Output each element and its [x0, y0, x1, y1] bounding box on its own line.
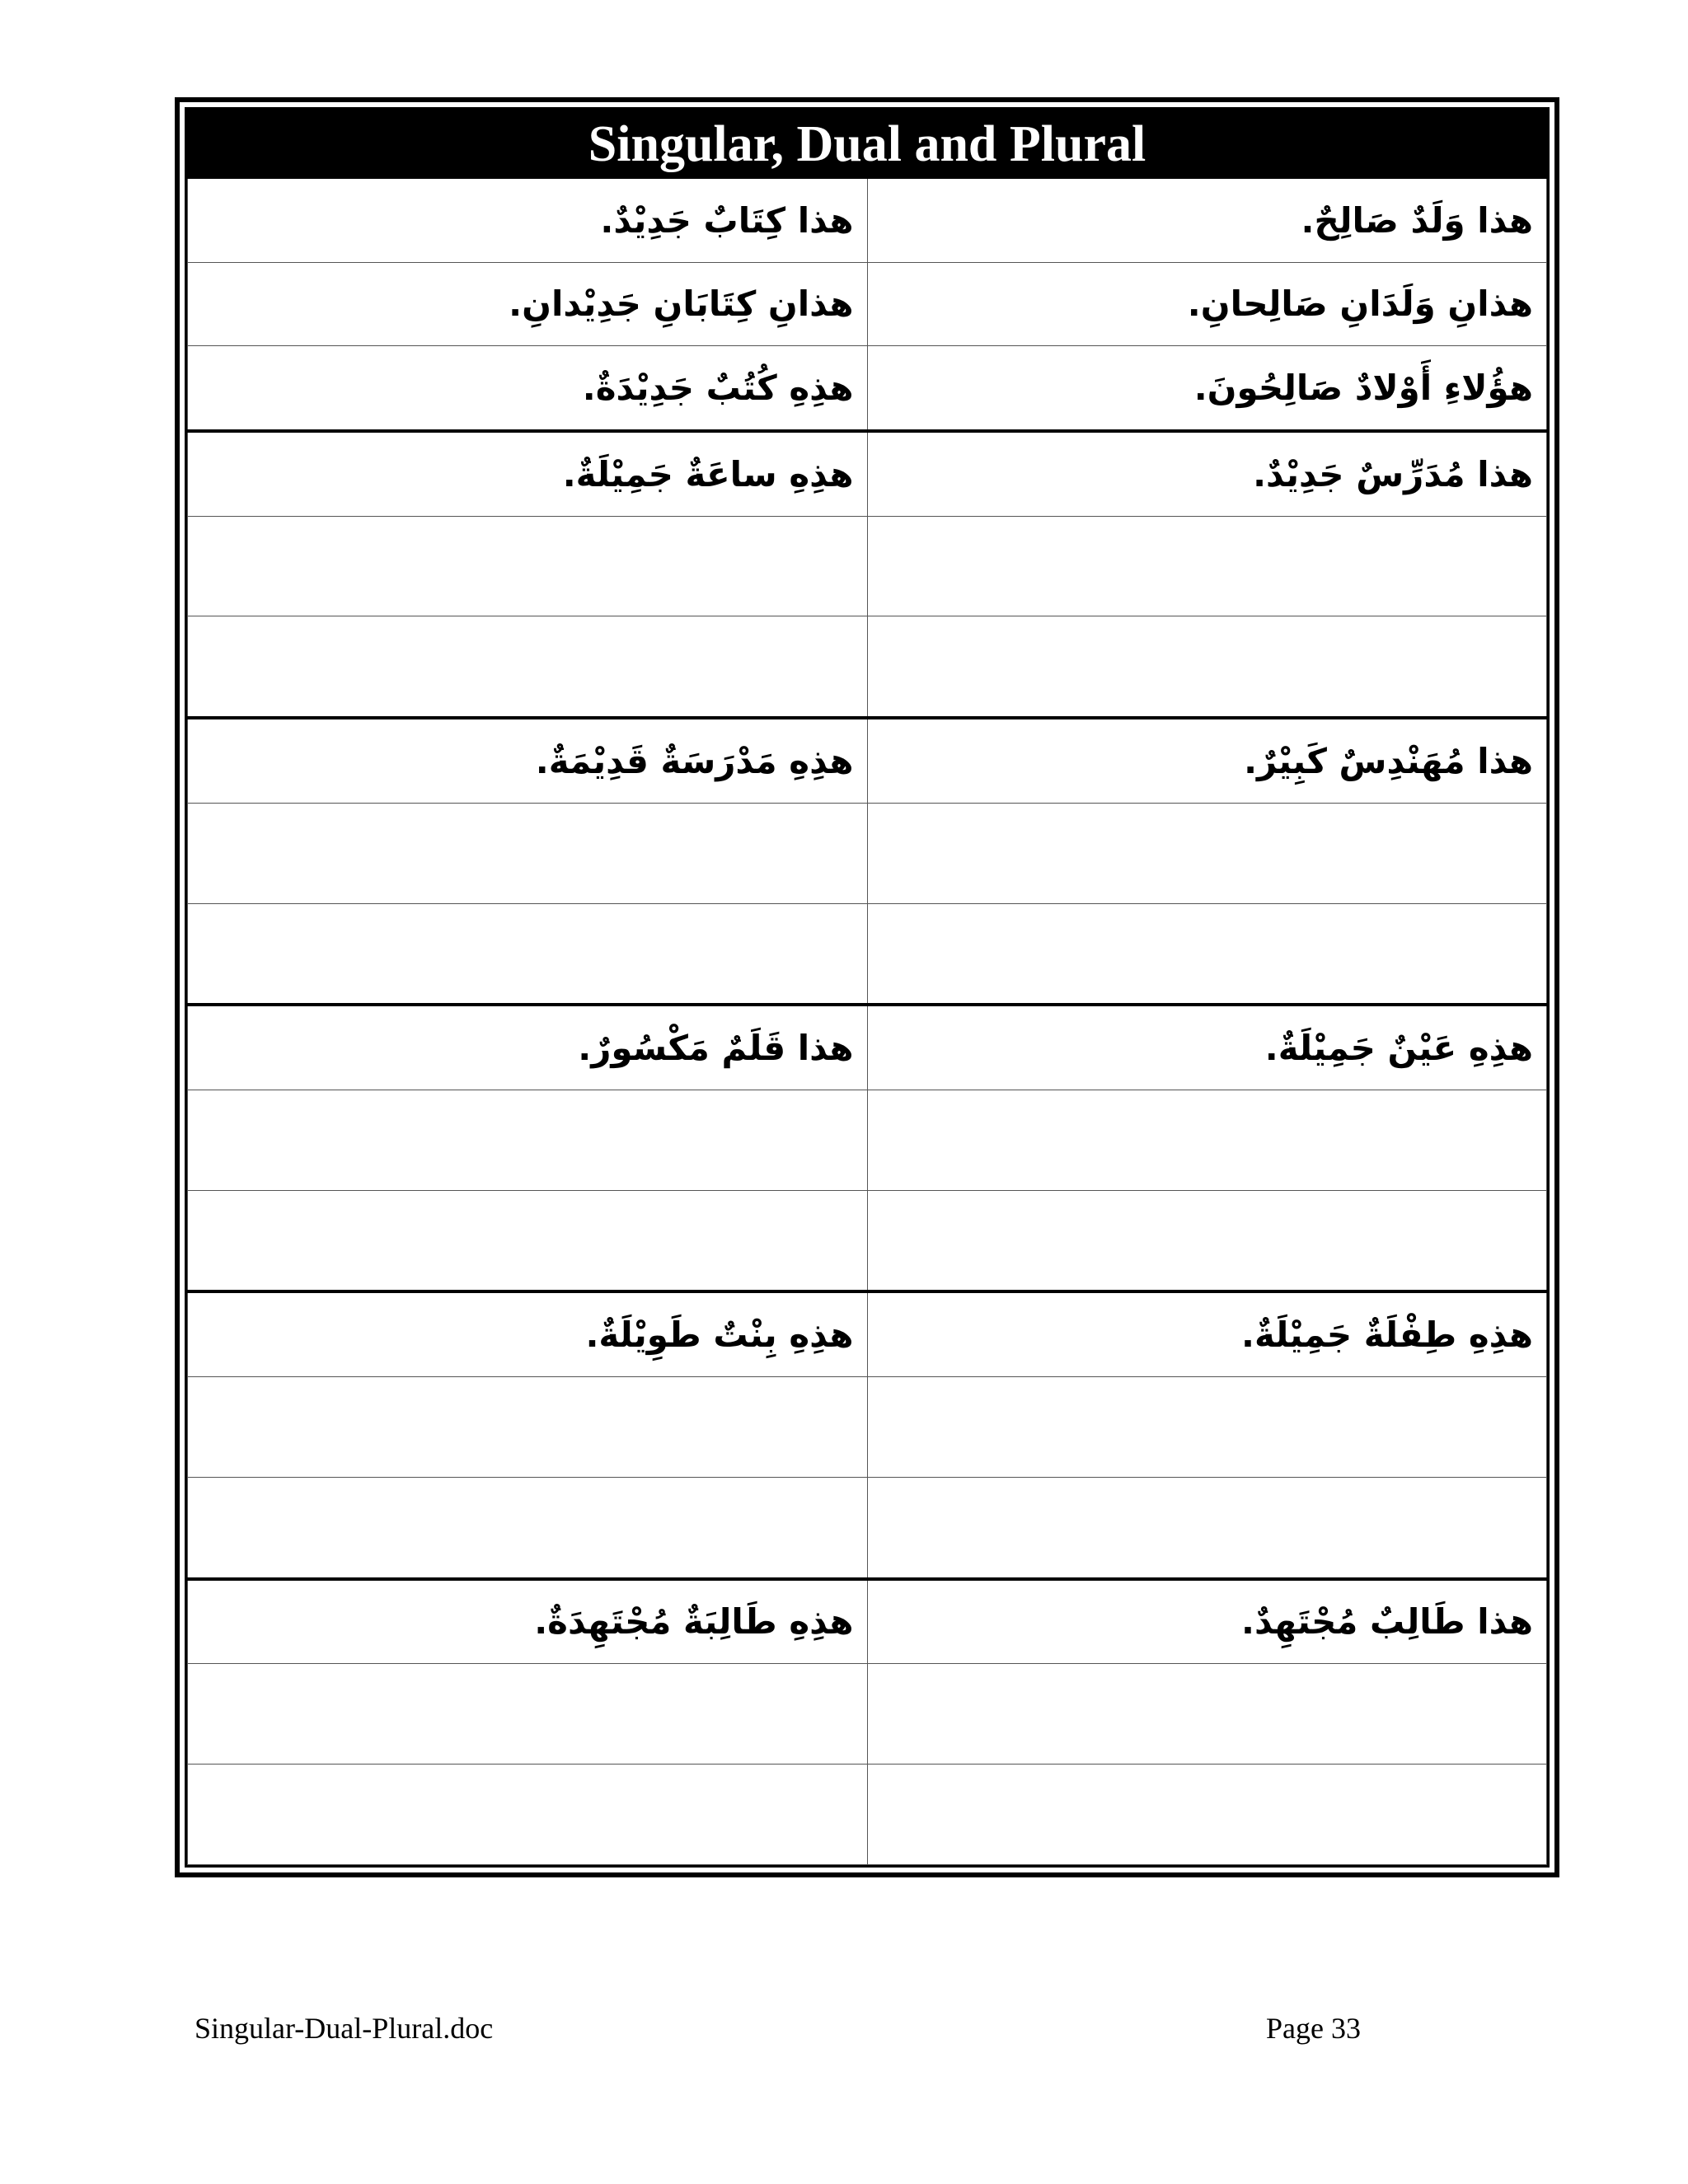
- left-cell: هذانِ كِتَابَانِ جَدِيْدانِ.: [188, 262, 868, 346]
- left-cell: هذا كِتَابٌ جَدِيْدٌ.: [188, 179, 868, 262]
- table-row: [188, 1291, 1547, 1376]
- left-answer-cell[interactable]: [188, 1765, 868, 1865]
- table-row: [188, 1765, 1547, 1865]
- table-row: [188, 516, 1547, 616]
- right-answer-cell[interactable]: [867, 1765, 1547, 1865]
- right-answer-cell[interactable]: [867, 1090, 1547, 1190]
- table-row: [188, 718, 1547, 803]
- right-cell: هؤُلاءِ أَوْلادٌ صَالِحُونَ.: [867, 346, 1547, 431]
- left-answer-cell[interactable]: [188, 1477, 868, 1578]
- right-answer-cell[interactable]: [867, 1664, 1547, 1765]
- table-row: [188, 616, 1547, 718]
- right-cell: هذا مُدَرِّسٌ جَدِيْدٌ.: [867, 431, 1547, 516]
- table-row: [188, 1377, 1547, 1478]
- right-cell: هذا وَلَدٌ صَالِحٌ.: [867, 179, 1547, 262]
- table-row: [188, 903, 1547, 1005]
- left-cell: هذا قَلَمٌ مَكْسُورٌ.: [188, 1005, 868, 1090]
- table-row: [188, 1190, 1547, 1291]
- table-row: [188, 1090, 1547, 1190]
- right-answer-cell[interactable]: [867, 516, 1547, 616]
- left-cell: هذِهِ مَدْرَسَةٌ قَدِيْمَةٌ.: [188, 718, 868, 803]
- right-answer-cell[interactable]: [867, 616, 1547, 718]
- right-cell: هذانِ وَلَدَانِ صَالِحانِ.: [867, 262, 1547, 346]
- table-row: [188, 1664, 1547, 1765]
- right-answer-cell[interactable]: [867, 803, 1547, 903]
- left-cell: هذِهِ بِنْتٌ طَوِيْلَةٌ.: [188, 1291, 868, 1376]
- table-row: [188, 346, 1547, 431]
- table-row: [188, 262, 1547, 346]
- table-row: [188, 431, 1547, 516]
- worksheet-inner-border: [185, 107, 1550, 1868]
- left-answer-cell[interactable]: [188, 1664, 868, 1765]
- footer-filename: Singular-Dual-Plural.doc: [195, 2012, 494, 2045]
- right-cell: هذِهِ طِفْلَةٌ جَمِيْلَةٌ.: [867, 1291, 1547, 1376]
- left-answer-cell[interactable]: [188, 1377, 868, 1478]
- right-answer-cell[interactable]: [867, 903, 1547, 1005]
- table-row: [188, 179, 1547, 262]
- right-answer-cell[interactable]: [867, 1377, 1547, 1478]
- worksheet-frame: [175, 97, 1559, 1877]
- right-cell: هذا مُهَنْدِسٌ كَبِيْرٌ.: [867, 718, 1547, 803]
- table-row: [188, 1579, 1547, 1664]
- left-answer-cell[interactable]: [188, 803, 868, 903]
- table-row: [188, 803, 1547, 903]
- right-cell: هذِهِ عَيْنٌ جَمِيْلَةٌ.: [867, 1005, 1547, 1090]
- left-answer-cell[interactable]: [188, 903, 868, 1005]
- table-row: [188, 1477, 1547, 1578]
- right-answer-cell[interactable]: [867, 1477, 1547, 1578]
- left-answer-cell[interactable]: [188, 1190, 868, 1291]
- left-cell: هذِهِ ساعَةٌ جَمِيْلَةٌ.: [188, 431, 868, 516]
- footer-page-number: Page 33: [1266, 2012, 1361, 2045]
- left-cell: هذِهِ كُتُبٌ جَدِيْدَةٌ.: [188, 346, 868, 431]
- left-answer-cell[interactable]: [188, 516, 868, 616]
- worksheet-title: Singular, Dual and Plural: [187, 110, 1547, 179]
- left-cell: هذِهِ طَالِبَةٌ مُجْتَهِدَةٌ.: [188, 1579, 868, 1664]
- exercise-table: [187, 179, 1547, 1865]
- right-answer-cell[interactable]: [867, 1190, 1547, 1291]
- right-cell: هذا طَالِبٌ مُجْتَهِدٌ.: [867, 1579, 1547, 1664]
- left-answer-cell[interactable]: [188, 1090, 868, 1190]
- left-answer-cell[interactable]: [188, 616, 868, 718]
- table-row: [188, 1005, 1547, 1090]
